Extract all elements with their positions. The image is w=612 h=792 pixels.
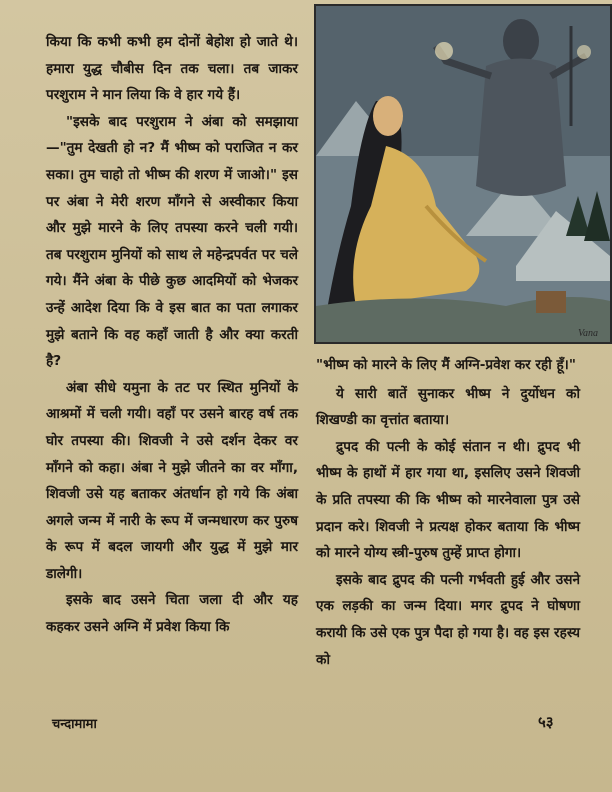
flame-glow bbox=[435, 42, 453, 60]
story-illustration bbox=[314, 4, 612, 344]
magazine-name: चन्दामामा bbox=[52, 717, 97, 732]
shiva-head bbox=[503, 19, 539, 63]
right-text-column bbox=[316, 352, 580, 673]
left-paragraph-1: किया कि कभी कभी हम दोनों बेहोश हो जाते थे। हमारा युद्ध चौबीस दिन तक चला। तब जाकर परशुराम ने मान लिया कि वे हार गये हैं। bbox=[46, 34, 298, 104]
woman-face bbox=[373, 96, 403, 136]
right-paragraph-2: द्रुपद की पत्नी के कोई संतान न थी। द्रुपद भी भीष्म के हाथों में हार गया था, इसलिए उसने शिवजी के प्रति तपस्या की कि भीष्म को मारनेवाला पुत्र उसे प्रदान करे। शिवजी ने प्रत्यक्ष होकर बताया कि भीष्म को मारने योग्य स्त्री-पुरुष तुम्हें प्राप्त होगा। bbox=[316, 438, 580, 562]
page-number: ५३ bbox=[538, 713, 554, 731]
illustration-drawing bbox=[316, 6, 610, 342]
right-paragraph-3: इसके बाद द्रुपद की पत्नी गर्भवती हुई और उसने एक लड़की का जन्म दिया। मगर द्रुपद ने घोषणा करायी कि उसे एक पुत्र पैदा हो गया है। वह इस रहस्य को bbox=[316, 571, 580, 668]
artist-signature: Vana bbox=[578, 328, 598, 339]
fire-altar bbox=[536, 291, 566, 313]
illustration-caption: "भीष्म को मारने के लिए मैं अग्नि-प्रवेश कर रही हूँ।" bbox=[316, 357, 576, 373]
left-paragraph-4: इसके बाद उसने चिता जला दी और यह कहकर उसने अग्नि में प्रवेश किया कि bbox=[46, 592, 298, 636]
left-paragraph-3: अंबा सीधे यमुना के तट पर स्थित मुनियों के आश्रमों में चली गयी। वहाँ पर उसने बारह वर्ष तक घोर तपस्या की। शिवजी ने उसे दर्शन देकर वर माँगने को कहा। अंबा ने मुझे जीतने का वर माँगा, शिवजी उसे यह बताकर अंतर्धान हो गये कि अंबा अगले जन्म में नारी के रूप में जन्मधारण कर पुरुष के रूप में बदल जायगी और युद्ध में मुझे मार डालेगी। bbox=[46, 379, 298, 582]
right-paragraph-1: ये सारी बातें सुनाकर भीष्म ने दुर्योधन को शिखण्डी का वृत्तांत बताया। bbox=[316, 385, 580, 429]
left-text-column bbox=[46, 29, 298, 641]
left-paragraph-2: "इसके बाद परशुराम ने अंबा को समझाया—"तुम देखती हो न? मैं भीष्म को पराजित न कर सका। तुम चाहो तो भीष्म की शरण में जाओ।" इस पर अंबा ने मेरी शरण माँगने से अस्वीकार किया और मुझे मारने के लिए तपस्या करने चली गयी। तब परशुराम मुनियों को साथ ले महेन्द्रपर्वत पर चले गये। मैंने अंबा के पीछे कुछ आदमियों को भेजकर उन्हें आदेश दिया कि वे इस बात का पता लगाकर मुझे बताने कि वह कहाँ जाती है और क्या करती है? bbox=[46, 113, 298, 370]
